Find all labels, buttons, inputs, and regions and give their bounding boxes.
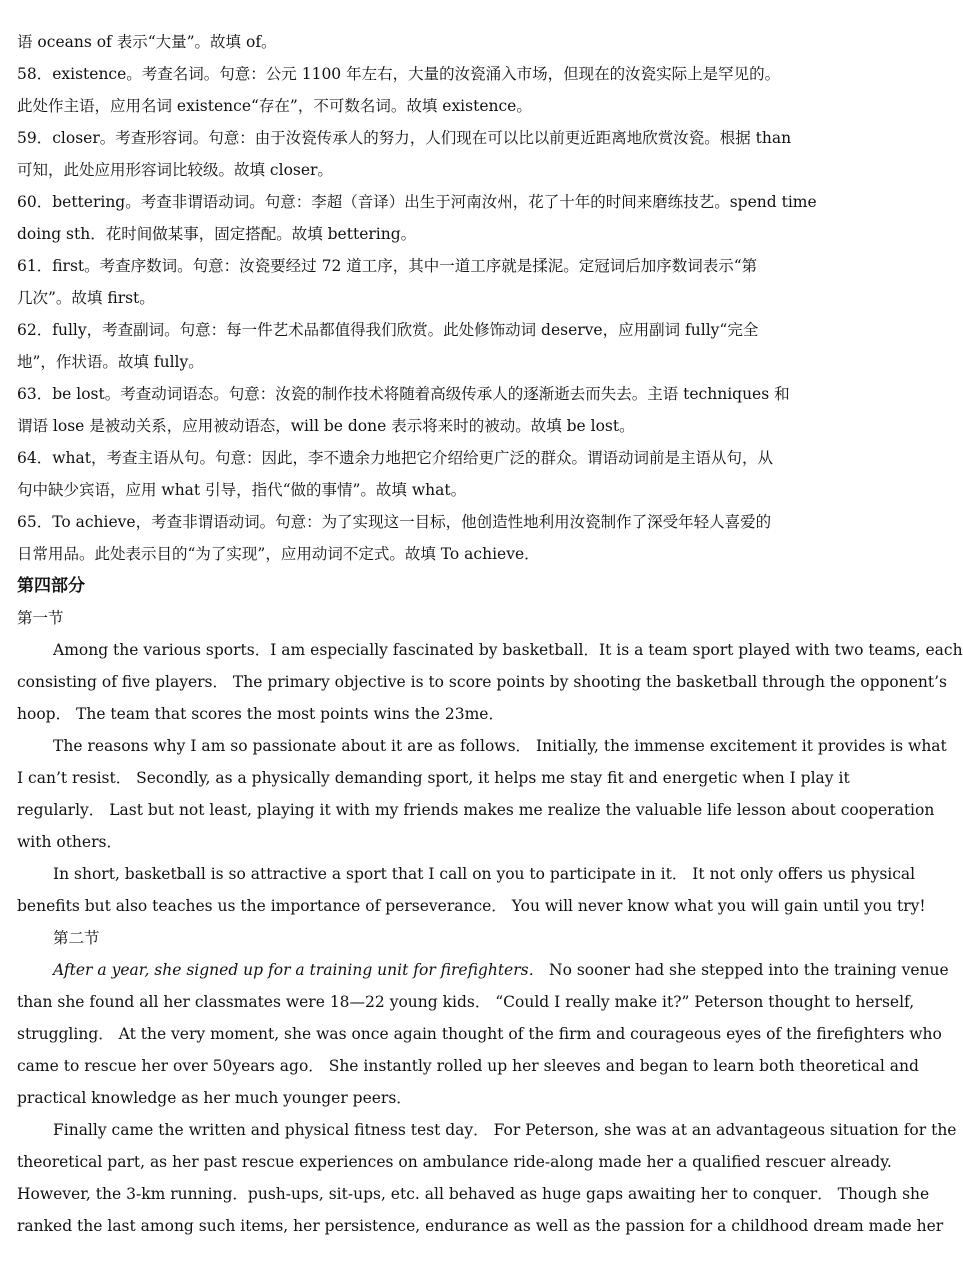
essay-line: with others． (17, 833, 122, 851)
story-first-line (53, 960, 949, 980)
answer-line: 谓语 lose 是被动关系，应用被动语态，will be done 表示将来时的被动。故填 be lost。 (17, 417, 635, 435)
answer-line: 句中缺少宾语，应用 what 引导，指代“做的事情”。故填 what。 (17, 481, 467, 499)
answer-line: 可知，此处应用形容词比较级。故填 closer。 (17, 161, 333, 179)
essay-line: benefits but also teaches us the importance of perseverance． You will never know what you will gain until you try! (17, 897, 926, 915)
answer-58: 58．existence。考查名词。句意：公元 1100 年左右，大量的汝瓷涌入市场，但现在的汝瓷实际上是罕见的。 (17, 65, 781, 83)
answer-line: 语 oceans of 表示“大量”。故填 of。 (17, 33, 277, 51)
answer-line: 几次”。故填 first。 (17, 289, 155, 307)
story-line: However, the 3-km running．push-ups, sit-ups, etc. all behaved as huge gaps awaiting her to conquer． Though she (17, 1185, 930, 1203)
answer-64: 64．what，考查主语从句。句意：因此，李不遗余力地把它介绍给更广泛的群众。谓语动词前是主语从句，从 (17, 449, 773, 467)
answer-60: 60．bettering。考查非谓语动词。句意：李超（音译）出生于河南汝州，花了十年的时间来磨练技艺。spend time (17, 193, 817, 211)
essay-line: The reasons why I am so passionate about it are as follows． Initially, the immense excitement it provides is what (53, 737, 947, 755)
story-line: than she found all her classmates were 18—22 young kids． “Could I really make it?” Peterson thought to herself, (17, 993, 915, 1011)
story-line: came to rescue her over 50years ago． She instantly rolled up her sleeves and began to learn both theoretical and (17, 1057, 919, 1075)
essay-line: Among the various sports．I am especially fascinated by basketball．It is a team sport played with two teams, each (53, 641, 963, 659)
story-text: No sooner had she stepped into the training venue (544, 961, 949, 979)
section-heading: 第四部分 (17, 576, 85, 596)
essay-line: consisting of five players． The primary objective is to score points by shooting the basketball through the opponent’s (17, 673, 948, 691)
subsection-2-heading: 第二节 (53, 929, 100, 947)
answer-59: 59．closer。考查形容词。句意：由于汝瓷传承人的努力，人们现在可以比以前更近距离地欣赏汝瓷。根据 than (17, 129, 792, 147)
story-line: practical knowledge as her much younger peers． (17, 1089, 412, 1107)
answer-65: 65．To achieve，考查非谓语动词。句意：为了实现这一目标，他创造性地利用汝瓷制作了深受年轻人喜爱的 (17, 513, 772, 531)
answer-61: 61．first。考查序数词。句意：汝瓷要经过 72 道工序，其中一道工序就是揉泥。定冠词后加序数词表示“第 (17, 257, 758, 275)
subsection-1-heading: 第一节 (17, 609, 64, 627)
story-line: theoretical part, as her past rescue experiences on ambulance ride-along made her a qualified rescuer already. (17, 1153, 892, 1171)
essay-line: hoop． The team that scores the most points wins the 23me． (17, 705, 504, 723)
essay-line: In short, basketball is so attractive a sport that I call on you to participate in it． It not only offers us physical (53, 865, 916, 883)
story-line: ranked the last among such items, her persistence, endurance as well as the passion for a childhood dream made her (17, 1217, 944, 1235)
answer-63: 63．be lost。考查动词语态。句意：汝瓷的制作技术将随着高级传承人的逐渐逝去而失去。主语 techniques 和 (17, 385, 790, 403)
story-line: Finally came the written and physical fitness test day． For Peterson, she was at an advantageous situation for the (53, 1121, 957, 1139)
story-prompt: After a year, she signed up for a training unit for firefighters． (53, 961, 545, 979)
essay-line: I can’t resist． Secondly, as a physically demanding sport, it helps me stay fit and energetic when I play it (17, 769, 850, 787)
answer-line: 此处作主语，应用名词 existence“存在”，不可数名词。故填 existence。 (17, 97, 532, 115)
answer-62: 62．fully，考查副词。句意：每一件艺术品都值得我们欣赏。此处修饰动词 deserve，应用副词 fully“完全 (17, 321, 759, 339)
answer-line: 地”，作状语。故填 fully。 (17, 353, 204, 371)
essay-line: regularly． Last but not least, playing it with my friends makes me realize the valuable life lesson about cooperation (17, 801, 935, 819)
story-line: struggling． At the very moment, she was once again thought of the firm and courageous eyes of the firefighters who (17, 1025, 942, 1043)
answer-line: doing sth．花时间做某事，固定搭配。故填 bettering。 (17, 225, 417, 243)
answer-line: 日常用品。此处表示目的“为了实现”，应用动词不定式。故填 To achieve． (17, 545, 540, 563)
